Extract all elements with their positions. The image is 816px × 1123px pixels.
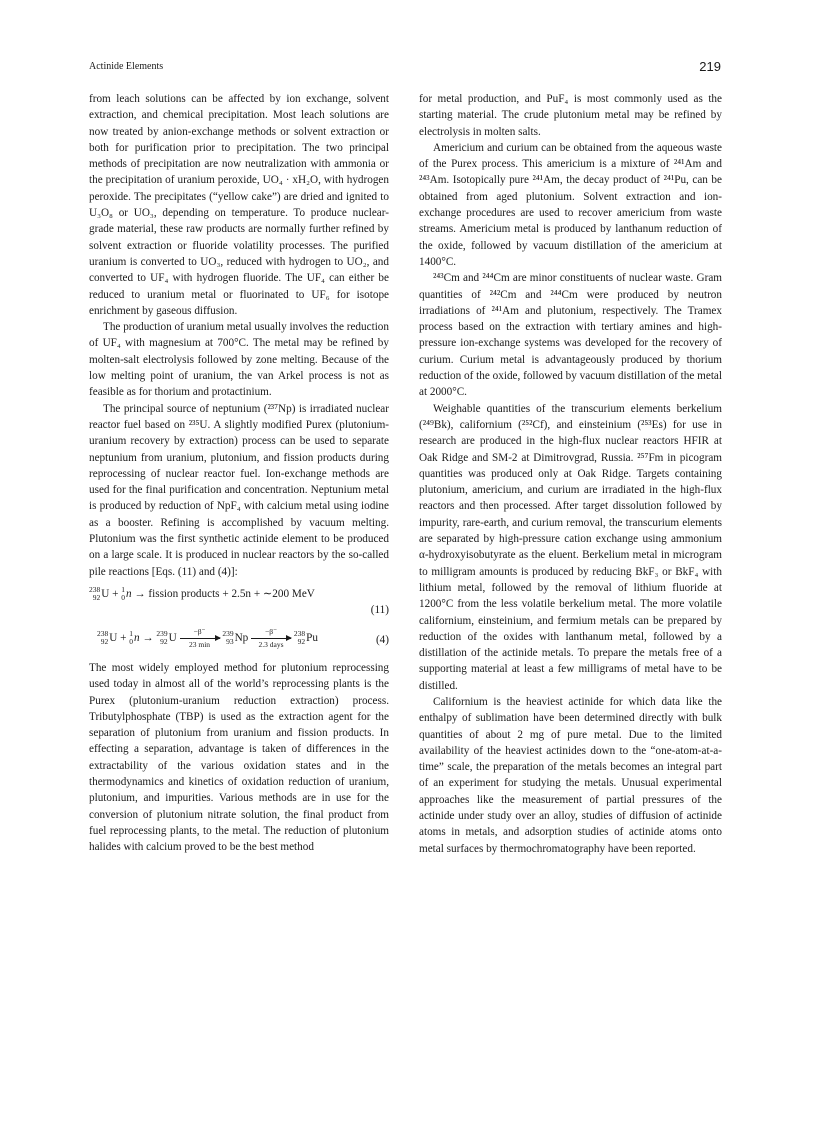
decay-arrow: −β⁻ 2.3 days [251,628,291,649]
paragraph: The principal source of neptunium (²³⁷Np) is irradiated nuclear reactor fuel based on ²³⁵U. A slightly modified Purex (plutonium-uranium recovery by extraction) process can be used to separate neptunium from uranium, plutonium, and fission products during reprocessing of nuclear reactor fuel. Ion-exchange methods are used for the final purification and concentration. Neptunium metal is produced by reduction of NpF₄ with calcium metal using iodine as a booster. Refining is accomplished by vacuum melting. Plutonium was the first synthetic actinide element to be produced on a large scale. It is produced in nuclear reactors by the so-called pile reactions [Eqs. (11) and (4)]: [89,402,389,578]
right-column [419,91,722,857]
paragraph: The production of uranium metal usually involves the reduction of UF₄ with magnesium at 700°C. The metal may be refined by molten-salt electrolysis followed by zone melting. Because of the low melting point of uranium, the van Arkel process is not as feasible as for thorium and protactinium. [89,321,389,399]
running-head: Actinide Elements [89,61,164,72]
left-column [89,91,389,855]
equation-number: (11) [370,603,389,616]
paragraph: Weighable quantities of the transcurium elements berkelium (²⁴⁹Bk), californium (²⁵²Cf), and einsteinium (²⁵³Es) for use in research are produced in the high-flux nuclear reactors HFIR at Oak Ridge and SM-2 at Dimitrovgrad, Russia. ²⁵⁷Fm in picogram quantities was produced only at Oak Ridge. Targets containing plutonium, americium, and curium are irradiated in the high-flux reactors and then processed. After target dissolution followed by impurity, rare-earth, and curium removal, the transcurium elements are separated by high-pressure cation exchange using ammonium α-hydroxyisobutyrate as the eluent. Berkelium metal in microgram to milligram amounts is produced by reducing BkF₃ or BkF₄ with lithium metal, followed by the removal of lithium fluoride at 1200°C from the less volatile berkelium metal. The more volatile californium, einsteinium, and fermium metals can be prepared by reduction of the oxides with lanthanum metal, followed by a distillation of the actinide metals. To prepare the metals free of a supporting material at least a few milligrams of metal have to be distilled. [419,402,722,692]
paragraph: The most widely employed method for plutonium reprocessing used today in almost all of the world’s reprocessing plants is the Purex (plutonium-uranium reduction extraction) process. Tributylphosphate (TBP) is used as the extraction agent for the separation of plutonium from uranium and fission products. In effecting a separation, advantage is taken of differences in the extractability of the various oxidation states and in the thermodynamics and kinetics of oxidation reduction of uranium, plutonium, and impurities. Various methods are in use for the conversion of plutonium nitrate solution, the final product from fuel reprocessing plants, to the metal. The reduction of plutonium halides with calcium proved to be the best method [89,661,389,854]
paragraph: Americium and curium can be obtained from the aqueous waste of the Purex process. This americium is a mixture of ²⁴¹Am and ²⁴³Am. Isotopically pure ²⁴¹Am, the decay product of ²⁴¹Pu, can be obtained from aged plutonium. Solvent extraction and ion-exchange procedures are used to recover americium from waste streams. Americium metal is produced by lanthanum reduction of the oxide, followed by vacuum distillation of the americium at 1400°C. [419,141,722,268]
page-number: 219 [699,59,721,74]
equation-11: 238 92U + 1 0n → fission products + 2.5n + ∼200 MeV (11) [89,584,389,618]
paragraph: from leach solutions can be affected by ion exchange, solvent extraction, and chemical precipitation. Most leach solutions are now treated by anion-exchange methods or solvent extraction or both for purification prior to precipitation. The two principal methods of precipitation are now neutralization with ammonia or the precipitation of uranium peroxide, UO₄ · xH₂O, with hydrogen peroxide. The precipitates (“yellow cake”) are dried and ignited to U₃O₈ or UO₃, depending on temperature. To produce nuclear-grade material, these raw products are normally further refined by solvent extraction or fluoride volatility processes. The purified uranium is converted to UO₃, reduced with hydrogen to UO₂, and converted to UF₄ with hydrogen fluoride. The UF₄ can either be reduced to uranium metal or fluorinated to UF₆ for isotope enrichment by gaseous diffusion. [89,93,389,317]
paragraph: for metal production, and PuF₄ is most commonly used as the starting material. The crude plutonium metal may be refined by electrolysis in molten salts. [419,93,722,138]
paragraph: Californium is the heaviest actinide for which data like the enthalpy of sublimation have been determined directly with bulk quantities of about 2 mg of pure metal. Due to the limited availability of the heaviest actinides down to the “one-atom-at-a-time” scale, the preparation of the metals becomes an integral part of an experiment for studying the metals. Unusual experimental approaches like the measurement of partial pressures of the actinide under study over an alloy, studies of diffusion of actinide atoms in metals, and adsorption studies of actinide atoms onto metal surfaces by thermochromatography have been reported. [419,695,722,855]
decay-arrow: −β⁻ 23 min [180,628,220,649]
paragraph: ²⁴³Cm and ²⁴⁴Cm are minor constituents of nuclear waste. Gram quantities of ²⁴²Cm and ²⁴⁴Cm were produced by neutron irradiations of ²⁴¹Am and plutonium, respectively. The Tramex process based on the extraction with tertiary amines and high-pressure ion-exchange systems was developed for the recovery of curium. Curium metal is advantageously produced by thorium reduction of the oxide, followed by vacuum distillation of the metal at 2000°C. [419,272,722,399]
equation-number: (4) [375,633,389,646]
equation-4: 238 92U + 1 0n → 239 92U −β⁻ 23 min 239 93Np −β⁻ 2.3 days 238 92Pu (4) [97,626,389,649]
